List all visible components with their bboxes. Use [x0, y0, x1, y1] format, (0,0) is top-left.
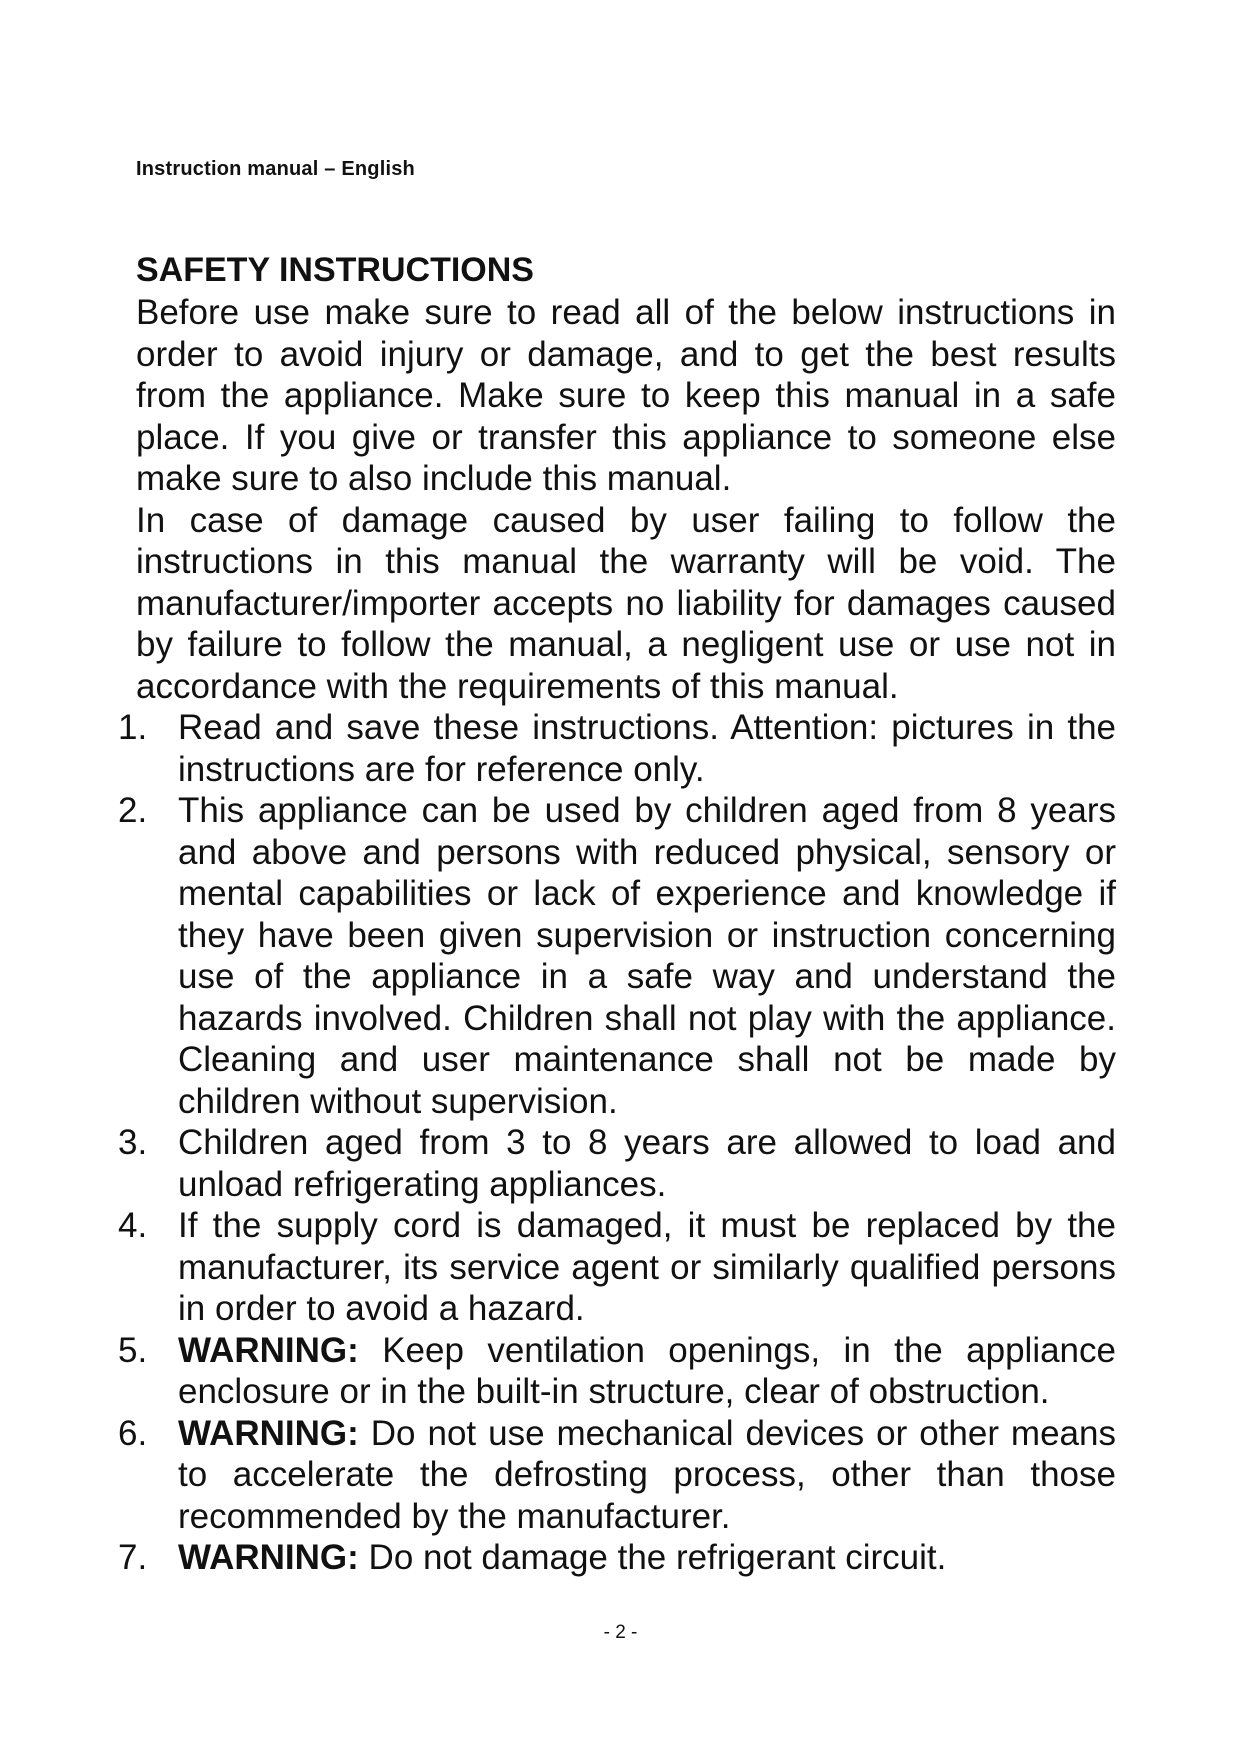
item-text: If the supply cord is damaged, it must be replaced by the manufacturer, its service agent or similarly qualified persons in order to avoid a hazard. [178, 1206, 1116, 1328]
item-text: Keep ventilation openings, in the appliance enclosure or in the built-in structure, clear of obstruction. [178, 1330, 1116, 1411]
item-number: 2. [118, 791, 148, 830]
intro-paragraph: Before use make sure to read all of the below instructions in order to avoid injury or damage, and to get the best results from the appliance. Make sure to keep this manual in a safe place. If you give or transfer this appliance to someone else make sure to also include this manual. [136, 293, 1116, 498]
warning-label: WARNING: [178, 1413, 371, 1453]
item-number: 4. [118, 1206, 148, 1245]
item-text: Read and save these instructions. Attention: pictures in the instructions are for reference only. [178, 708, 1116, 789]
safety-section [118, 248, 1116, 1579]
page-number: - 2 - [603, 1622, 638, 1643]
list-item [118, 1537, 1116, 1579]
list-item [118, 790, 1116, 1122]
list-item [118, 707, 1116, 790]
warning-label: WARNING: [178, 1538, 369, 1577]
section-title: SAFETY INSTRUCTIONS [136, 251, 534, 289]
item-text: This appliance can be used by children aged from 8 years and above and persons with reduced physical, sensory or mental capabilities or lack of experience and knowledge if they have been given supervision or instruction concerning use of the appliance in a safe way and understand the hazards involved. Children shall not play with the appliance. Cleaning and user maintenance shall not be made by children without supervision. [178, 791, 1116, 1121]
item-number: 1. [118, 708, 148, 747]
item-number: 7. [118, 1538, 148, 1577]
list-item [118, 1413, 1116, 1538]
item-number: 3. [118, 1123, 148, 1162]
document-header: Instruction manual – English [136, 158, 415, 180]
item-text: Children aged from 3 to 8 years are allowed to load and unload refrigerating appliances. [178, 1123, 1116, 1204]
liability-paragraph: In case of damage caused by user failing to follow the instructions in this manual the warranty will be void. The manufacturer/importer accepts no liability for damages caused by failure to follow the manual, a negligent use or use not in accordance with the requirements of this manual. [136, 500, 1116, 706]
list-item [118, 1122, 1116, 1205]
item-number: 5. [118, 1330, 148, 1370]
item-text: Do not use mechanical devices or other means to accelerate the defrosting process, other than those recommended by the manufacturer. [178, 1413, 1116, 1536]
list-item [118, 1205, 1116, 1330]
item-number: 6. [118, 1413, 148, 1453]
warning-label: WARNING: [178, 1330, 383, 1370]
instruction-list [118, 707, 1116, 1579]
item-text: Do not damage the refrigerant circuit. [368, 1538, 947, 1577]
list-item [118, 1330, 1116, 1413]
